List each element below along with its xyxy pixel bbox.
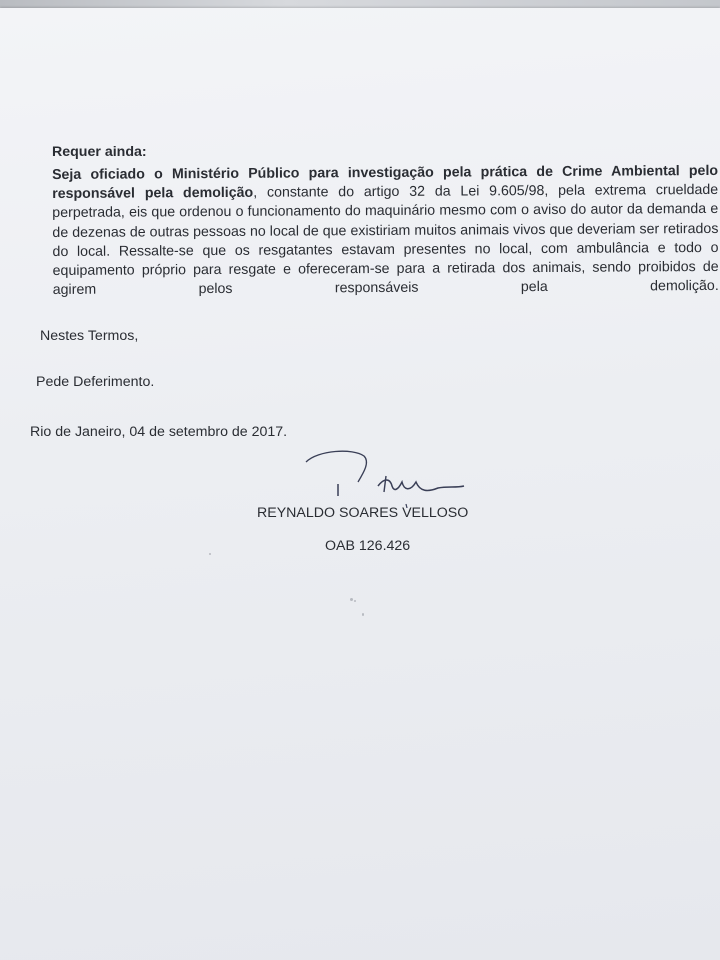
signature-stroke (378, 480, 464, 490)
paper-speck (354, 600, 356, 602)
closing-terms: Nestes Termos, (40, 328, 139, 344)
signature-stroke (306, 451, 366, 482)
closing-request: Pede Deferimento. (36, 374, 155, 390)
paragraph-bold-part: Seja oficiado o Ministério Público para investigação pela prática de Crime Ambiental pelo responsável pela demolição (52, 162, 719, 203)
oab-registration: OAB 126.426 (325, 538, 411, 554)
signatory-name: REYNALDO SOARES VELLOSO (257, 505, 469, 521)
paper-speck (350, 598, 353, 601)
paper-speck (362, 613, 364, 616)
request-heading: Requer ainda: (52, 144, 147, 160)
place-and-date: Rio de Janeiro, 04 de setembro de 2017. (30, 424, 288, 440)
request-paragraph (52, 162, 719, 300)
paragraph-rest: , constante do artigo 32 da Lei 9.605/98, pela extrema crueldade perpetrada, eis que ordenou o funcionamento do maquinário mesmo com o aviso do autor da demanda e de dezenas de outras pessoas no local de que existiriam muitos animais vivos que deveriam ser retirados do local. Ressalte-se que os resgatantes estavam presentes no local, com ambulância e todo o equipamento próprio para resgate e ofereceram-se para a retirada dos animais, sendo proibidos de agirem pelos responsáveis pela demolição. (52, 182, 719, 299)
signature-stroke (384, 476, 386, 492)
paper-speck (209, 553, 211, 555)
handwritten-signature (298, 448, 478, 508)
